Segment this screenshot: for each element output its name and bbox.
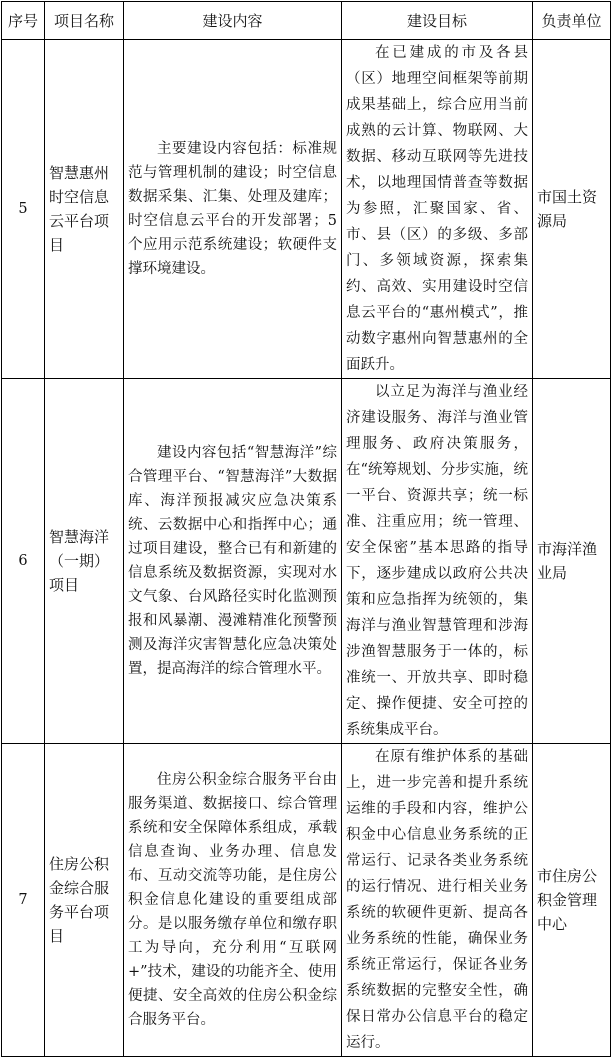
row-unit: 市海洋渔业局 (533, 379, 611, 744)
row-project-name: 智慧海洋（一期）项目 (45, 379, 124, 744)
table-row (2, 744, 611, 1057)
row-goal: 以立足为海洋与渔业经济建设服务、海洋与渔业管理服务、政府决策服务，在“统筹规划、分步实施，统一平台、资源共享；统一标准、注重应用；统一管理、安全保密”基本思路的指导下，逐步建成以政府公共决策和应急指挥为统领的，集海洋与渔业智慧管理和涉海涉渔智慧服务于一体的，标准统一、开放共享、即时稳定、操作便捷、安全可控的系统集成平台。 (342, 379, 533, 744)
row-unit: 市国土资源局 (533, 40, 611, 379)
row-content: 主要建设内容包括：标准规范与管理机制的建设；时空信息数据采集、汇集、处理及建库；时空信息云平台的开发部署；5个应用示范系统建设；软硬件支撑环境建设。 (124, 40, 342, 379)
row-goal: 在已建成的市及各县（区）地理空间框架等前期成果基础上，综合应用当前成熟的云计算、物联网、大数据、移动互联网等先进技术，以地理国情普查等数据为参照，汇聚国家、省、市、县（区）的多级、多部门、多领域资源，探索集约、高效、实用建设时空信息云平台的“惠州模式”，推动数字惠州向智慧惠州的全面跃升。 (342, 40, 533, 379)
row-content: 住房公积金综合服务平台由服务渠道、数据接口、综合管理系统和安全保障体系组成，承载信息查询、业务办理、信息发布、互动交流等功能，是住房公积金信息化建设的重要组成部分。是以服务缴存单位和缴存职工为导向，充分利用“互联网+”技术，建设的功能齐全、使用便捷、安全高效的住房公积金综合服务平台。 (124, 744, 342, 1057)
header-no: 序号 (2, 2, 45, 40)
header-content: 建设内容 (124, 2, 342, 40)
row-goal: 在原有维护体系的基础上，进一步完善和提升系统运维的手段和内容，维护公积金中心信息业务系统的正常运行、记录各类业务系统的运行情况、进行相关业务系统的软硬件更新、提高各业务系统的性能，确保业务系统正常运行，保证各业务系统数据的完整安全性，确保日常办公信息平台的稳定运行。 (342, 744, 533, 1057)
project-table (1, 1, 611, 1057)
row-no: 7 (2, 744, 45, 1057)
row-no: 5 (2, 40, 45, 379)
row-no: 6 (2, 379, 45, 744)
header-goal: 建设目标 (342, 2, 533, 40)
row-project-name: 住房公积金综合服务平台项目 (45, 744, 124, 1057)
row-project-name: 智慧惠州时空信息云平台项目 (45, 40, 124, 379)
row-content: 建设内容包括“智慧海洋”综合管理平台、“智慧海洋”大数据库、海洋预报减灾应急决策系统、云数据中心和指挥中心；通过项目建设，整合已有和新建的信息系统及数据资源，实现对水文气象、台风路径实时化监测预报和风暴潮、漫滩精准化预警预测及海洋灾害智慧化应急决策处置，提高海洋的综合管理水平。 (124, 379, 342, 744)
header-unit: 负责单位 (533, 2, 611, 40)
header-name: 项目名称 (45, 2, 124, 40)
table-row (2, 379, 611, 744)
table-row (2, 40, 611, 379)
table-header-row (2, 2, 611, 40)
row-unit: 市住房公积金管理中心 (533, 744, 611, 1057)
